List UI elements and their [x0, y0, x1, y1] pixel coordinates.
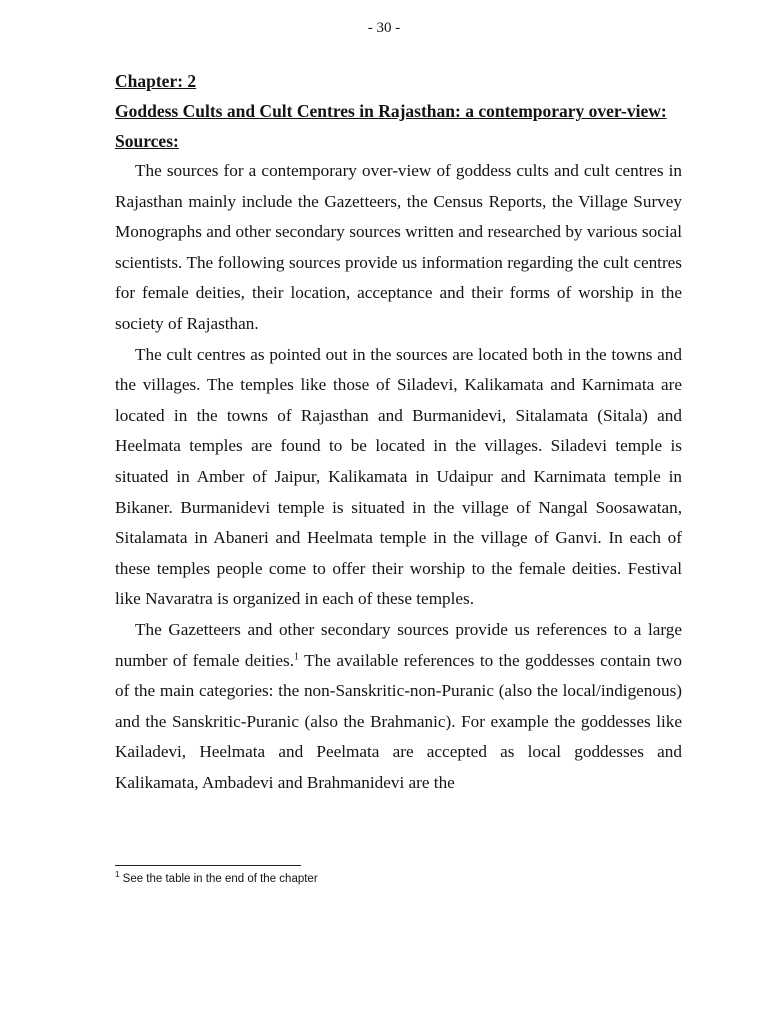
chapter-label: Chapter: 2: [115, 71, 197, 91]
paragraph-3-end: The available references to the goddesses contain two of the main categories: the non-Sanskritic-non-Puranic (also the local/indigenous) and the Sanskritic-Puranic (also the Brahmanic). For example the goddesses like Kailadevi, Heelmata and Peelmata are accepted as local goddesses and Kalikamata, Ambadevi and Brahmanidevi are the: [115, 650, 682, 792]
paragraph-1: The sources for a contemporary over-view of goddess cults and cult centres in Rajasthan mainly include the Gazetteers, the Census Reports, the Village Survey Monographs and other secondary sources written and researched by various social scientists. The following sources provide us information regarding the cult centres for female deities, their location, acceptance and their forms of worship in the society of Rajasthan.: [115, 161, 682, 333]
footnote: [115, 870, 318, 885]
chapter-title: Goddess Cults and Cult Centres in Rajasthan: a contemporary over-view:: [115, 101, 667, 121]
paragraph-3-start: The Gazetteers and other secondary sources provide us references to a large number of female deities.: [115, 619, 682, 670]
footnote-mark: 1: [115, 870, 120, 880]
section-heading: Sources:: [115, 131, 179, 151]
paragraph-2: The cult centres as pointed out in the sources are located both in the towns and the villages. The temples like those of Siladevi, Kalikamata and Karnimata are located in the towns of Rajasthan and Burmanidevi, Sitalamata (Sitala) and Heelmata temples are found to be located in the villages. Siladevi temple is situated in Amber of Jaipur, Kalikamata in Udaipur and Karnimata temple in Bikaner. Burmanidevi temple is situated in the village of Nangal Soosawatan, Sitalamata in Abaneri and Heelmata temple in the village of Ganvi. In each of these temples people come to offer their worship to the female deities. Festival like Navaratra is organized in each of these temples.: [115, 344, 682, 609]
paragraph-3: [115, 615, 682, 799]
footnote-reference: 1: [294, 650, 300, 662]
footnote-divider: [115, 865, 301, 866]
page-body: [115, 66, 682, 798]
footnote-text: See the table in the end of the chapter: [119, 873, 318, 885]
page-number: - 30 -: [367, 20, 401, 36]
